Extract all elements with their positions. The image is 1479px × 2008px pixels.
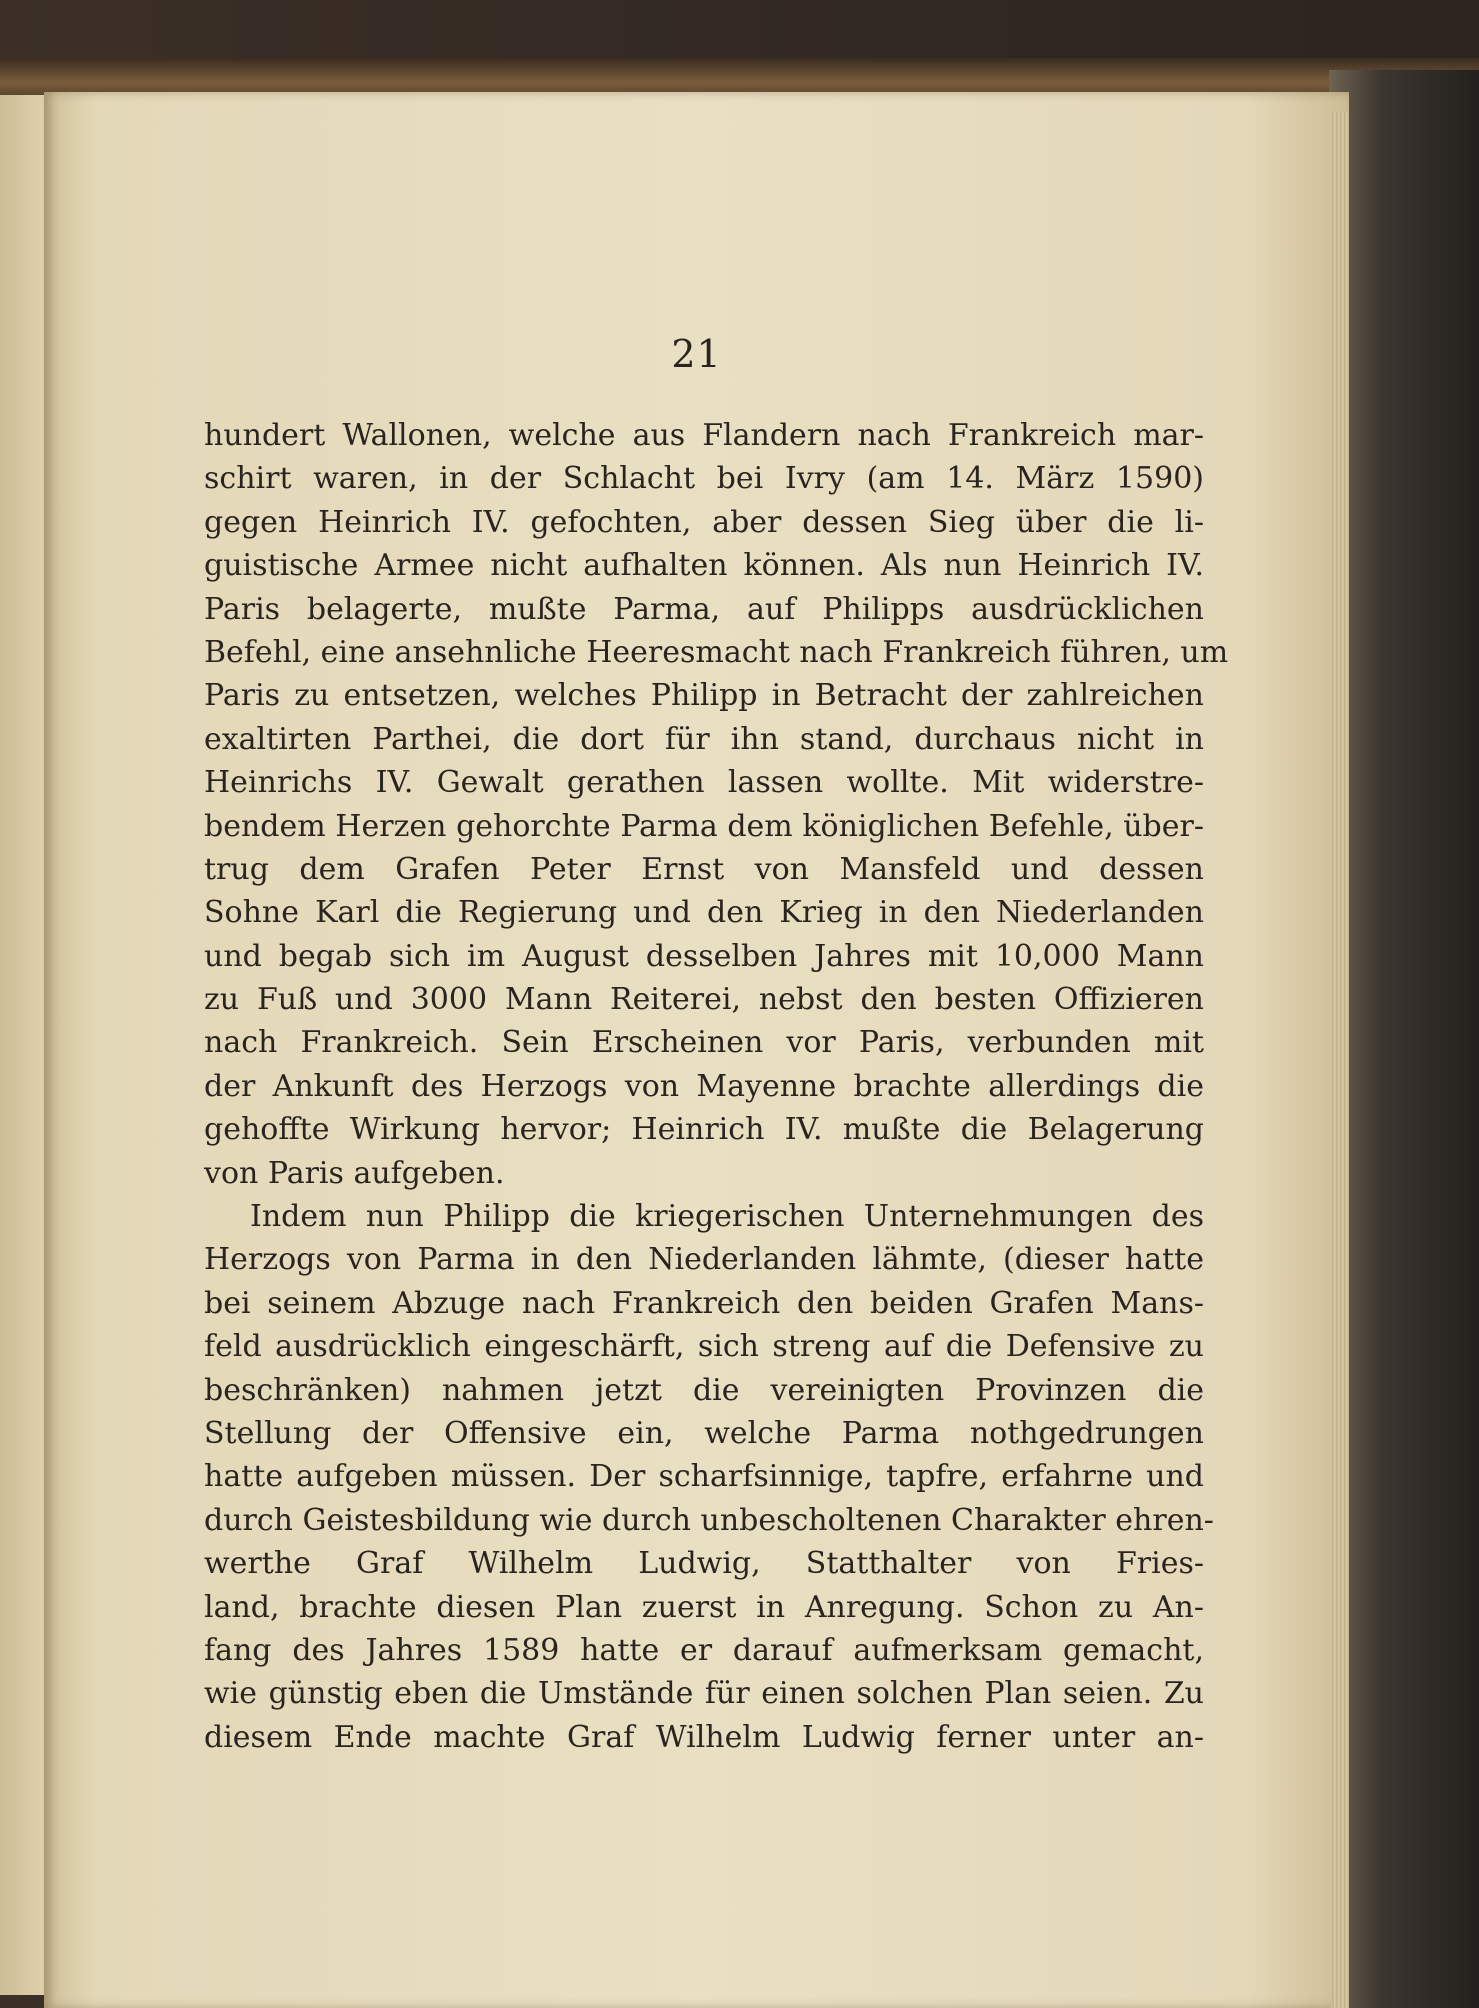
text-line: exaltirten Parthei, die dort für ihn stand, durchaus nicht in — [204, 721, 1204, 757]
body-text — [204, 414, 1229, 1759]
page-stack-edge — [1331, 112, 1349, 2008]
text-line: trug dem Grafen Peter Ernst von Mansfeld und dessen — [204, 851, 1204, 887]
text-line: der Ankunft des Herzogs von Mayenne brachte allerdings die — [204, 1068, 1204, 1104]
text-line: Heinrichs IV. Gewalt gerathen lassen wollte. Mit widerstre- — [204, 765, 1204, 801]
text-line: bendem Herzen gehorchte Parma dem königlichen Befehle, über- — [204, 808, 1204, 844]
text-line: werthe Graf Wilhelm Ludwig, Statthalter von Fries- — [204, 1546, 1204, 1582]
book-cover-edge — [1329, 70, 1479, 2008]
text-line: Herzogs von Parma in den Niederlanden lähmte, (dieser hatte — [204, 1242, 1204, 1278]
text-line: Befehl, eine ansehnliche Heeresmacht nach Frankreich führen, um — [204, 634, 1229, 670]
text-line: Stellung der Offensive ein, welche Parma nothgedrungen — [204, 1415, 1204, 1451]
text-line: land, brachte diesen Plan zuerst in Anregung. Schon zu An- — [204, 1589, 1204, 1625]
text-line: bei seinem Abzuge nach Frankreich den beiden Grafen Mans- — [204, 1285, 1204, 1321]
text-line: Sohne Karl die Regierung und den Krieg in den Niederlanden — [204, 895, 1204, 931]
text-line: Paris belagerte, mußte Parma, auf Philipps ausdrücklichen — [204, 591, 1204, 627]
text-line: und begab sich im August desselben Jahres mit 10,000 Mann — [204, 938, 1204, 974]
text-line: schirt waren, in der Schlacht bei Ivry (am 14. März 1590) — [204, 461, 1204, 497]
text-line: feld ausdrücklich eingeschärft, sich streng auf die Defensive zu — [204, 1329, 1204, 1365]
text-line: gehoffte Wirkung hervor; Heinrich IV. mußte die Belagerung — [204, 1112, 1204, 1148]
text-line: zu Fuß und 3000 Mann Reiterei, nebst den besten Offizieren — [204, 982, 1204, 1018]
text-line: diesem Ende machte Graf Wilhelm Ludwig ferner unter an- — [204, 1719, 1204, 1755]
text-line: Paris zu entsetzen, welches Philipp in Betracht der zahlreichen — [204, 678, 1204, 714]
text-line: hundert Wallonen, welche aus Flandern nach Frankreich mar- — [204, 418, 1204, 453]
text-line: durch Geistesbildung wie durch unbescholtenen Charakter ehren- — [204, 1502, 1214, 1538]
text-line: nach Frankreich. Sein Erscheinen vor Paris, verbunden mit — [204, 1025, 1204, 1061]
text-line: gegen Heinrich IV. gefochten, aber dessen Sieg über die li- — [204, 504, 1204, 540]
book-page — [44, 92, 1349, 2008]
paragraph-end-line: von Paris aufgeben. — [204, 1155, 505, 1191]
page-number: 21 — [671, 332, 722, 376]
text-line: hatte aufgeben müssen. Der scharfsinnige, tapfre, erfahrne und — [204, 1459, 1204, 1495]
text-line: wie günstig eben die Umstände für einen solchen Plan seien. Zu — [204, 1676, 1204, 1712]
text-line: fang des Jahres 1589 hatte er darauf aufmerksam gemacht, — [204, 1632, 1204, 1668]
paragraph-start-line: Indem nun Philipp die kriegerischen Unternehmungen des — [250, 1199, 1204, 1235]
text-line: beschränken) nahmen jetzt die vereinigten Provinzen die — [204, 1372, 1204, 1408]
text-line: guistische Armee nicht aufhalten können. Als nun Heinrich IV. — [204, 548, 1204, 584]
